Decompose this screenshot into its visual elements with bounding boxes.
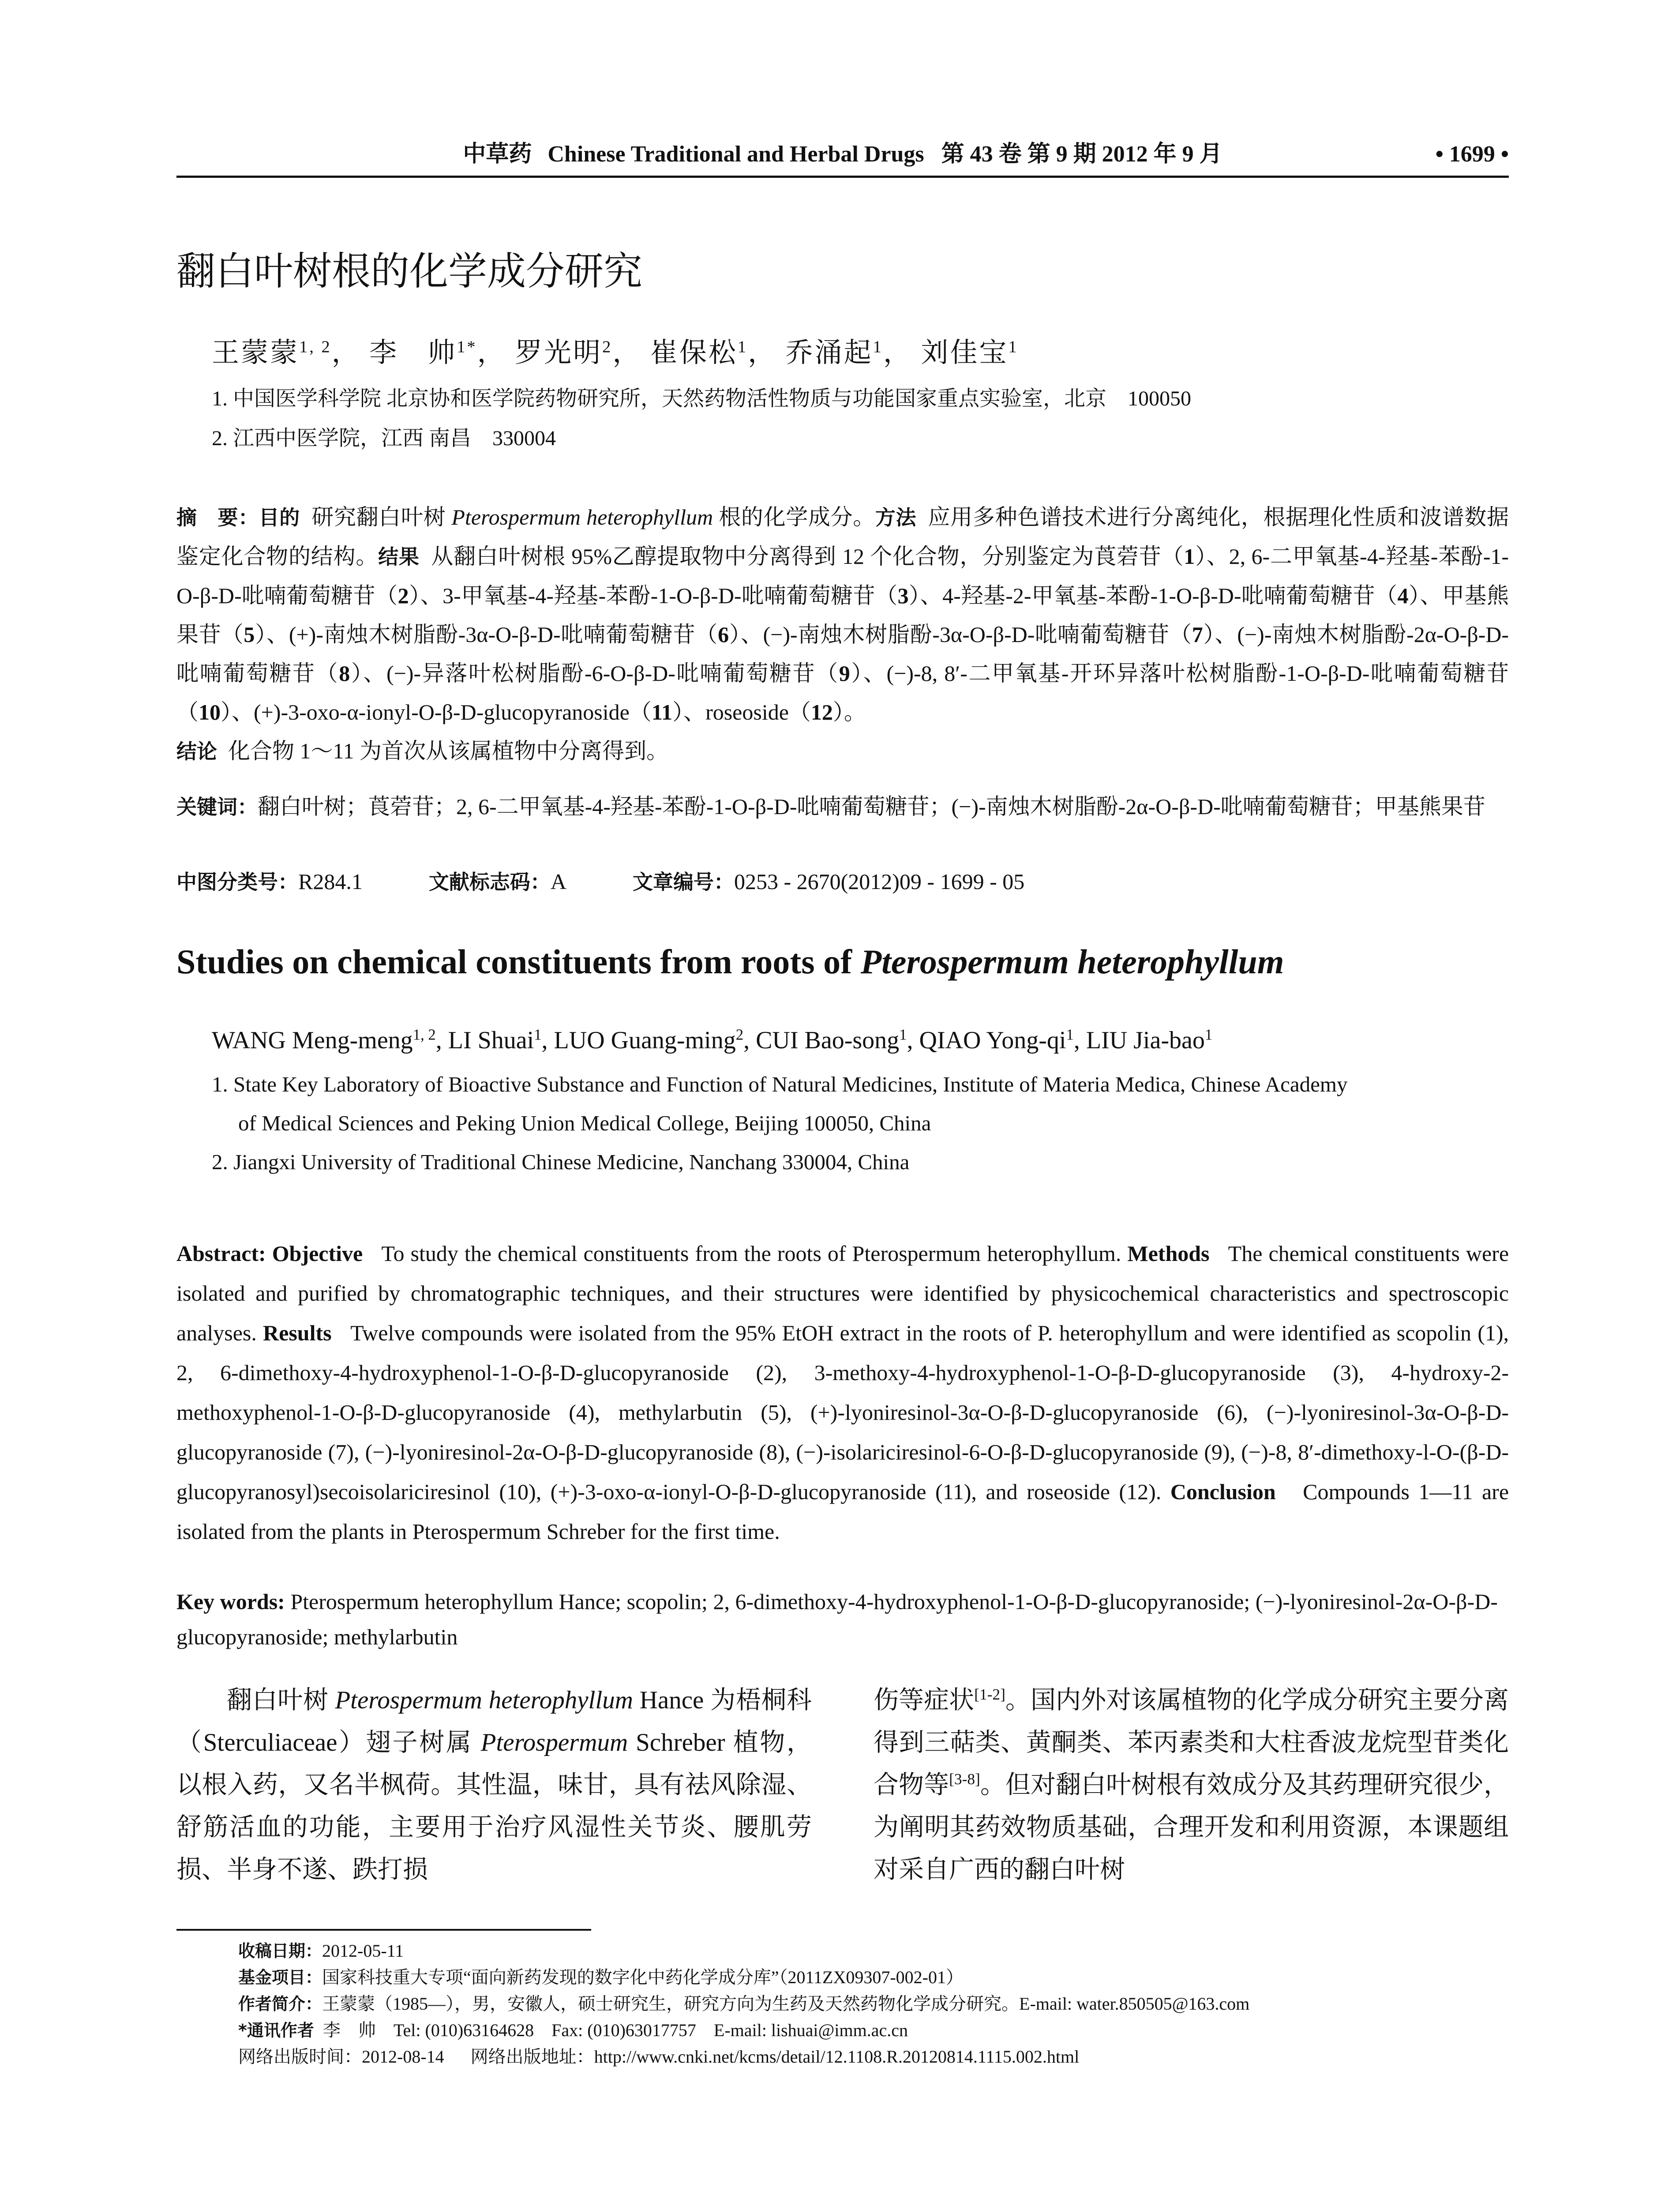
body-column-right: 伤等症状[1-2]。国内外对该属植物的化学成分研究主要分离得到三萜类、黄酮类、苯丙素类和大柱香波龙烷型苷类化合物等[3-8]。但对翻白叶树根有效成分及其药理研究很少，为阐明其药效物质基础，合理开发和利用资源，本课题组对采自广西的翻白叶树 xyxy=(874,1686,1509,1883)
abstract-cn: 摘 要：目的 研究翻白叶树 Pterospermum heterophyllum 根的化学成分。方法 应用多种色谱技术进行分离纯化，根据理化性质和波谱数据鉴定化合物的结构。结果 从翻白叶树根 95%乙醇提取物中分离得到 12 个化合物，分别鉴定为莨菪苷（1）、2, 6-二甲氧基-4-羟基-苯酚-1-O-β-D-吡喃葡萄糖苷（2）、3-甲氧基-4-羟基-苯酚-1-O-β-D-吡喃葡萄糖苷（3）、4-羟基-2-甲氧基-苯酚-1-O-β-D-吡喃葡萄糖苷（4）、甲基熊果苷（5）、(+)-南烛木树脂酚-3α-O-β-D-吡喃葡萄糖苷（6）、(−)-南烛木树脂酚-3α-O-β-D-吡喃葡萄糖苷（7）、(−)-南烛木树脂酚-2α-O-β-D-吡喃葡萄糖苷（8）、(−)-异落叶松树脂酚-6-O-β-D-吡喃葡萄糖苷（9）、(−)-8, 8′-二甲氧基-开环异落叶松树脂酚-1-O-β-D-吡喃葡萄糖苷（10）、(+)-3-oxo-α-ionyl-O-β-D-glucopyranoside（11）、roseoside（12）。 结论 化合物 1～11 为首次从该属植物中分离得到。 xyxy=(176,505,1509,763)
results-label: 结果 xyxy=(378,545,420,569)
classification-line: 中图分类号：R284.1 文献标志码：A 文章编号：0253 - 2670(2012)09 - 1699 - 05 xyxy=(176,869,1025,894)
author-en: CUI Bao-song$^1$, xyxy=(756,1026,919,1054)
abstract-en: Abstract: Objective To study the chemical constituents from the roots of Pterospermum heterophyllum. Methods The chemical constituents were isolated and purified by chromatographic techniques, and their structures were identified by physicochemical characteristics and spectroscopic analyses. Results Twelve compounds were isolated from the 95% EtOH extract in the roots of P. heterophyllum and were identified as scopolin (1), 2, 6-dimethoxy-4-hydroxyphenol-1-O-β-D-glucopyranoside (2), 3-methoxy-4-hydroxyphenol-1-O-β-D-glucopyranoside (3), 4-hydroxy-2-methoxyphenol-1-O-β-D-glucopyranoside (4), methylarbutin (5), (+)-lyoniresinol-3α-O-β-D-glucopyranoside (6), (−)-lyoniresinol-3α-O-β-D-glucopyranoside (7), (−)-lyoniresinol-2α-O-β-D-glucopyranoside (8), (−)-isolariciresinol-6-O-β-D-glucopyranoside (9), (−)-8, 8′-dimethoxy-l-O-(β-D-glucopyranosyl)secoisolariciresinol (10), (+)-3-oxo-α-ionyl-O-β-D-glucopyranoside (11), and roseoside (12). Conclusion Compounds 1—11 are isolated from the plants in Pterospermum Schreber for the first time. xyxy=(176,1241,1509,1544)
author-cn: 王蒙蒙$^{1, 2}$， xyxy=(212,338,361,368)
footnote-corresponding: *通讯作者 李 帅 Tel: (010)63164628 Fax: (010)63017757 E-mail: lishuai@imm.ac.cn xyxy=(238,2020,908,2040)
keywords-cn: 关键词：翻白叶树；莨菪苷；2, 6-二甲氧基-4-羟基-苯酚-1-O-β-D-吡喃葡萄糖苷；(−)-南烛木树脂酚-2α-O-β-D-吡喃葡萄糖苷；甲基熊果苷 xyxy=(176,794,1485,819)
author-cn: 崔保松$^1$， xyxy=(650,338,777,368)
affiliation-en-1: 1. State Key Laboratory of Bioactive Substance and Function of Natural Medicines, Institute of Materia Medica, Chinese Academy of Medical Sciences and Peking Union Medical College, Beijing 100050, China xyxy=(212,1072,1348,1135)
citation: [1-2] xyxy=(974,1686,1005,1703)
keywords-en: Key words: Pterospermum heterophyllum Hance; scopolin; 2, 6-dimethoxy-4-hydroxyphenol-1-O-β-D-glucopyranoside; (−)-lyoniresinol-2α-O-β-D-glucopyranoside; methylarbutin xyxy=(176,1589,1498,1649)
issue-info: 第 43 卷 第 9 期 2012 年 9 月 xyxy=(941,142,1222,167)
footnote-rule xyxy=(176,1929,591,1931)
online-url-link[interactable]: http://www.cnki.net/kcms/detail/12.1108.R.20120814.1115.002.html xyxy=(594,2047,1080,2067)
conclusion-label-en: Conclusion xyxy=(1170,1479,1276,1504)
authors-cn xyxy=(212,335,1491,371)
footnote-fund: 基金项目：国家科技重大专项“面向新药发现的数字化中药化学成分库”（2011ZX09307-002-01） xyxy=(238,1967,964,1987)
results-label-en: Results xyxy=(263,1321,332,1345)
author-en: LIU Jia-bao$^1$ xyxy=(1086,1026,1213,1054)
author-cn: 李 帅$^{1*}$， xyxy=(369,338,506,368)
journal-name-cn: 中草药 xyxy=(463,142,532,167)
species-name: Pterospermum heterophyllum xyxy=(451,505,713,529)
author-en: QIAO Yong-$qi^1$, xyxy=(919,1026,1086,1054)
objective-label: 目的 xyxy=(259,506,300,529)
footnote-online: 网络出版时间：2012-08-14 网络出版地址：http://www.cnki.net/kcms/detail/12.1108.R.20120814.1115.002.html xyxy=(238,2047,1080,2067)
author-en: WANG Meng-meng$^{1, 2}$, xyxy=(212,1026,448,1054)
author-cn: 乔涌起$^1$， xyxy=(785,338,912,368)
page-number: • 1699 • xyxy=(1435,142,1509,167)
objective-label-en: Abstract: Objective xyxy=(176,1241,363,1266)
keywords-label: 关键词： xyxy=(176,795,258,819)
abstract-label: 摘 要： xyxy=(176,506,259,529)
author-cn: 刘佳宝$^1$ xyxy=(921,338,1019,368)
affiliation-cn-1: 1. 中国医学科学院 北京协和医学院药物研究所，天然药物活性物质与功能国家重点实验室，北京 100050 xyxy=(212,387,1192,410)
affiliation-cn-2: 2. 江西中医学院，江西 南昌 330004 xyxy=(212,427,556,450)
methods-label: 方法 xyxy=(875,506,917,529)
author-en: LUO Guang-ming$^2$, xyxy=(554,1026,756,1054)
citation: [3-8] xyxy=(949,1771,980,1788)
footnotes xyxy=(238,1938,1509,2070)
authors-en xyxy=(212,1024,1491,1057)
running-head xyxy=(176,140,1509,169)
body-column-left: 翻白叶树 Pterospermum heterophyllum Hance 为梧桐科（Sterculiaceae）翅子树属 Pterospermum Schreber 植物，以根入药，又名半枫荷。其性温，味甘，具有祛风除湿、舒筋活血的功能，主要用于治疗风湿性关节炎、腰肌劳损、半身不遂、跌打损 xyxy=(176,1686,812,1883)
methods-label-en: Methods xyxy=(1127,1241,1210,1266)
header-rule xyxy=(176,176,1509,178)
author-cn: 罗光明$^2$， xyxy=(515,338,642,368)
conclusion-label: 结论 xyxy=(176,739,217,763)
journal-name-en: Chinese Traditional and Herbal Drugs xyxy=(548,142,924,167)
footnote-author: 作者简介：王蒙蒙（1985—），男，安徽人，硕士研究生，研究方向为生药及天然药物化学成分研究。E-mail: water.850505@163.com xyxy=(238,1994,1250,2014)
title-en: Studies on chemical constituents from roots of Pterospermum heterophyllum xyxy=(176,942,1284,981)
title-cn: 翻白叶树根的化学成分研究 xyxy=(176,248,643,294)
affiliation-en-2: 2. Jiangxi University of Traditional Chinese Medicine, Nanchang 330004, China xyxy=(212,1150,910,1174)
footnote-received: 收稿日期：2012-05-11 xyxy=(238,1941,404,1961)
author-en: LI Shuai$^1$, xyxy=(448,1026,554,1054)
